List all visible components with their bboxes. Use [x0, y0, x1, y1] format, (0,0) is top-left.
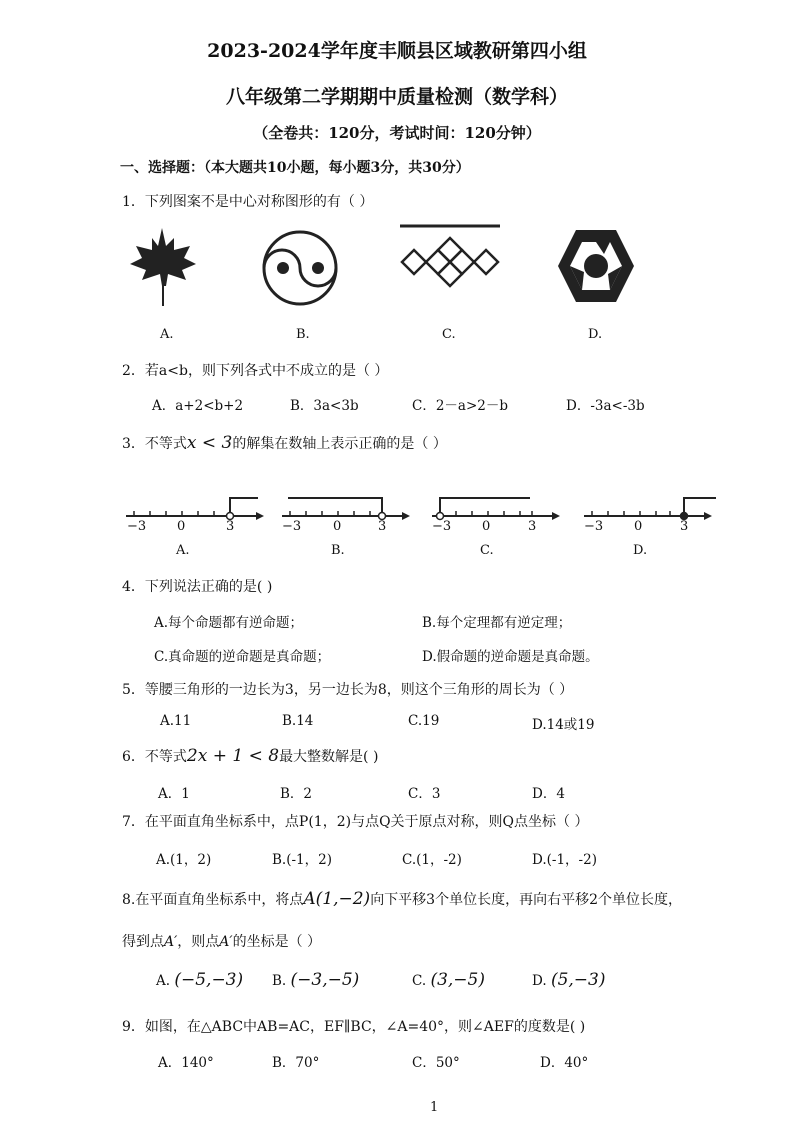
q7-option-c: C.(1，-2) [402, 852, 462, 868]
yin-yang-figure [260, 228, 340, 308]
q8-point-a: A(1,−2) [303, 889, 371, 909]
line-c-tick-minus3: −3 [432, 519, 452, 534]
q3-label-c: C. [480, 543, 494, 558]
q4-option-b: B.每个定理都有逆定理； [422, 615, 572, 631]
q6-inequality: 2x + 1 < 8 [186, 746, 280, 766]
hexagon-figure [556, 228, 636, 304]
line-b-tick-3: 3 [378, 519, 387, 534]
q8-option-a [156, 970, 243, 990]
title-line-1: 2023-2024学年度丰顺县区域教研第四小组 [207, 40, 587, 62]
question-8-line-2 [122, 931, 321, 951]
q1-label-c: C. [442, 327, 456, 342]
q9-option-a: A．140° [158, 1055, 214, 1071]
q8-line2-pre: 得到点 [122, 934, 164, 950]
q8-option-d-value: (5,−3) [550, 970, 606, 990]
q8-point-a-prime-2: A′ [219, 934, 233, 950]
q8-option-d [532, 970, 605, 990]
q9-option-c: C．50° [412, 1055, 460, 1071]
line-b-tick-0: 0 [333, 519, 342, 534]
q8-stem-post: 向下平移3个单位长度，再向右平移2个单位长度， [370, 892, 683, 908]
q3-inequality: x < 3 [186, 433, 233, 453]
q6-option-a: A．1 [158, 786, 190, 802]
q8-option-a-value: (−5,−3) [174, 970, 244, 990]
q8-line2-post: 的坐标是（ ） [232, 934, 322, 950]
q8-option-b-value: (−3,−5) [290, 970, 360, 990]
section-heading: 一、选择题：（本大题共10小题，每小题3分，共30分） [120, 160, 470, 176]
q8-option-b-letter: B. [272, 973, 287, 989]
q8-option-a-letter: A. [156, 973, 171, 989]
question-8-stem [122, 889, 682, 909]
q8-option-c-value: (3,−5) [430, 970, 485, 990]
q8-option-d-letter: D. [532, 973, 547, 989]
line-a-tick-3: 3 [226, 519, 235, 534]
q1-label-b: B. [296, 327, 310, 342]
q9-option-b: B．70° [272, 1055, 320, 1071]
q8-option-b [272, 970, 359, 990]
q4-option-c: C.真命题的逆命题是真命题； [154, 649, 331, 665]
q3-label-d: D. [633, 543, 648, 558]
q8-option-c [412, 970, 485, 990]
q9-option-d: D．40° [540, 1055, 589, 1071]
question-1-stem: 1．下列图案不是中心对称图形的有（ ） [122, 194, 374, 210]
q8-option-c-letter: C. [412, 973, 427, 989]
question-2-stem: 2．若a<b，则下列各式中不成立的是（ ） [122, 363, 389, 379]
q3-stem-pre: 3．不等式 [122, 436, 187, 452]
q5-option-b: B.14 [282, 713, 314, 729]
q3-label-a: A. [176, 543, 190, 558]
q6-stem-pre: 6．不等式 [122, 749, 187, 765]
maple-leaf-figure [128, 228, 198, 308]
q7-option-d: D.(-1，-2) [532, 852, 597, 868]
question-4-stem: 4．下列说法正确的是( ) [122, 579, 273, 595]
q2-option-a: A．a+2<b+2 [152, 398, 244, 414]
q8-stem-pre: 8.在平面直角坐标系中，将点 [122, 892, 304, 908]
q8-line2-mid: ，则点 [177, 934, 220, 950]
line-c-tick-3: 3 [528, 519, 537, 534]
line-d-tick-3: 3 [680, 519, 689, 534]
q5-option-c: C.19 [408, 713, 440, 729]
q3-stem-post: 的解集在数轴上表示正确的是（ ） [232, 436, 447, 452]
q6-option-b: B．2 [280, 786, 313, 802]
q6-option-d: D．4 [532, 786, 565, 802]
line-a-tick-minus3: −3 [127, 519, 147, 534]
line-a-tick-0: 0 [177, 519, 186, 534]
q2-option-b: B．3a<3b [290, 398, 359, 414]
q1-label-d: D. [588, 327, 603, 342]
q7-option-b: B.(-1，2) [272, 852, 332, 868]
q2-option-c: C．2－a>2－b [412, 398, 509, 414]
q3-label-b: B. [331, 543, 345, 558]
q7-option-a: A.(1，2) [156, 852, 212, 868]
line-c-tick-0: 0 [482, 519, 491, 534]
question-7-stem: 7．在平面直角坐标系中，点P(1，2)与点Q关于原点对称，则Q点坐标（ ） [122, 814, 589, 830]
question-6-stem [122, 746, 378, 766]
line-d-tick-minus3: −3 [584, 519, 604, 534]
knot-pattern-figure [398, 222, 502, 292]
q6-stem-post: 最大整数解是( ) [279, 749, 379, 765]
q1-label-a: A. [160, 327, 174, 342]
exam-info: （全卷共：120分，考试时间：120分钟） [253, 124, 541, 142]
question-9-stem: 9．如图，在△ABC中AB=AC，EF∥BC，∠A=40°，则∠AEF的度数是( ) [122, 1019, 586, 1035]
title-line-2: 八年级第二学期期中质量检测（数学科） [225, 86, 568, 108]
line-d-tick-0: 0 [634, 519, 643, 534]
line-b-tick-minus3: −3 [282, 519, 302, 534]
q4-option-a: A.每个命题都有逆命题； [154, 615, 304, 631]
q5-option-a: A.11 [160, 713, 192, 729]
q4-option-d: D.假命题的逆命题是真命题。 [422, 649, 599, 665]
question-5-stem: 5．等腰三角形的一边长为3，另一边长为8，则这个三角形的周长为（ ） [122, 682, 574, 698]
q2-option-d: D．-3a<-3b [566, 398, 645, 414]
page-number: 1 [430, 1100, 439, 1115]
q5-option-d: D.14或19 [532, 717, 595, 733]
q8-point-a-prime-1: A′ [164, 934, 178, 950]
question-3-stem [122, 433, 447, 453]
q6-option-c: C．3 [408, 786, 441, 802]
